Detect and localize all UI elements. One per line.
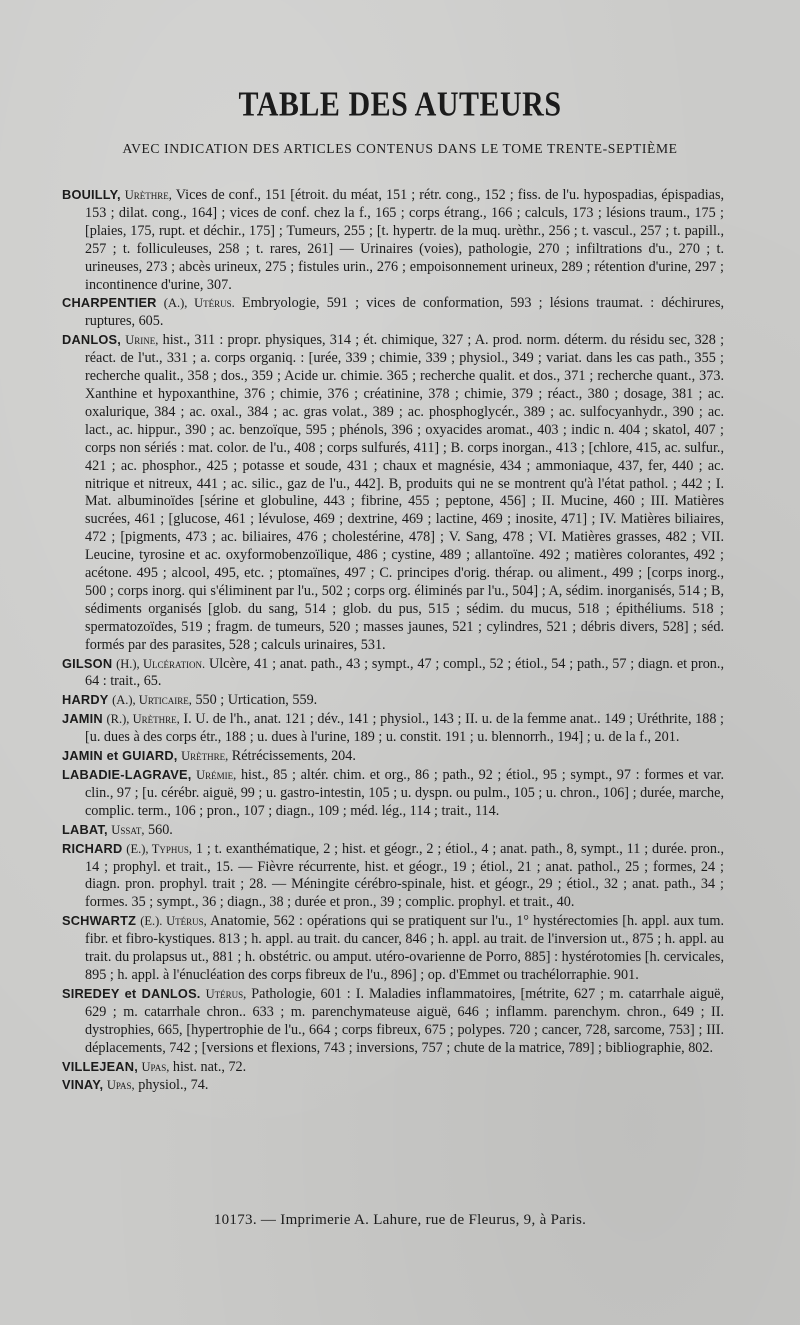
article-topic: (R.), Urèthre, [106, 712, 180, 727]
author-name: VILLEJEAN, [62, 1058, 138, 1074]
article-topic: Urèthre, [181, 749, 229, 764]
author-entry [62, 1058, 724, 1077]
article-topic: Urémie, [196, 768, 237, 782]
printer-footer: 10173. — Imprimerie A. Lahure, rue de Fleurus, 9, à Paris. [213, 1212, 587, 1228]
author-name: JAMIN [62, 711, 103, 727]
author-name: RICHARD [62, 840, 123, 856]
author-entry [62, 821, 724, 840]
author-entry [62, 766, 724, 821]
author-name: BOUILLY, [62, 187, 121, 202]
article-references: Rétrécissements, 204. [231, 748, 356, 765]
author-name: VINAY, [62, 1077, 104, 1093]
author-entry [62, 985, 724, 1058]
author-entry [62, 331, 724, 654]
article-references: physiol., 74. [138, 1077, 209, 1094]
article-references: Embryologie, 591 ; vices de conformation, 593 ; lésions traumat. : déchirures, ruptures, 605. [85, 295, 725, 330]
article-references: 1 ; t. exanthématique, 2 ; hist. et géogr., 2 ; étiol., 4 ; anat. path., 8, sympt., 11 ; durée. pron., 14 ; prophyl. et trait., 15. — Fièvre récurrente, hist. et géogr., 19 ; étiol., 21 ; anat. pathol., 25 ; formes, 24 ; diagn. pron. prophyl. trait ; 28. — Méningite cérébro-spinale, hist. et géogr., 29 ; étiol., 32 ; anat. path., 34 ; formes. 35 ; sympt., 36 ; diagn., 38 ; durée et pron., 39 ; complic. prophyl. et trait., 40. [85, 840, 725, 911]
author-name: CHARPENTIER [62, 295, 157, 311]
author-index [62, 186, 724, 1095]
author-name: LABADIE-LAGRAVE, [62, 767, 192, 782]
page-title: TABLE DES AUTEURS [238, 85, 562, 124]
article-topic: (E.), Typhus, [126, 841, 192, 856]
article-references: I. U. de l'h., anat. 121 ; dév., 141 ; physiol., 143 ; II. u. de la femme anat.. 149 ; Uréthrite, 188 ; [u. dues à des corps étr., 188 ; u. dues à l'urine, 189 ; u. constit. 191 ; u. blennorrh., 194] ; u. de la f., 201. [85, 711, 724, 746]
author-entry [62, 186, 724, 294]
article-topic: (A.), Utérus. [163, 296, 235, 311]
article-topic: Utérus, [205, 986, 247, 1001]
author-entry [62, 294, 724, 331]
author-entry [62, 710, 724, 747]
author-entry [62, 912, 724, 985]
article-topic: Urèthre, [124, 188, 172, 202]
article-topic: (E.). Utérus, [140, 914, 207, 929]
article-topic: Ussat, [111, 822, 145, 837]
author-entry [62, 691, 724, 710]
author-name: LABAT, [62, 821, 108, 837]
page-subtitle: AVEC INDICATION DES ARTICLES CONTENUS DANS LE TOME TRENTE-SEPTIÈME [122, 141, 678, 156]
article-topic: (A.), Urticaire, [112, 693, 192, 708]
author-name: DANLOS, [62, 332, 121, 348]
author-name: SCHWARTZ [62, 913, 137, 929]
article-topic: Upas, [106, 1078, 135, 1093]
article-references: Anatomie, 562 : opérations qui se pratiquent sur l'u., 1° hystérectomies [h. appl. aux tum. fibr. et fibro-kystiques. 813 ; h. appl. au trait. du cancer, 846 ; h. appl. au trait. de l'inversion ut., 875 ; h. appl. au trait. du prolapsus ut., 881 ; h. obstétric. ou amput. utéro-ovarienne de Porro, 885] : hystérotomies [h. cervicales, 895 ; h. appl. à l'énucléation des corps fibreux de l'u., 896] ; op. d'Emmet ou trachélorraphie. 901. [85, 913, 724, 983]
article-references: 550 ; Urtication, 559. [195, 692, 318, 709]
author-entry [62, 840, 724, 913]
article-references: Vices de conf., 151 [étroit. du méat, 151 ; rétr. cong., 152 ; fiss. de l'u. hypospadias, épispadias, 153 ; dilat. cong., 164] ; vices de conf. chez la f., 165 ; corps étrang., 166 ; calculs, 173 ; lésions traum., 175 ; [plaies, 175, rupt. et déchir., 175] ; Tumeurs, 255 ; [t. hypertr. de la muq. urèthr., 256 ; t. vascul., 257 ; t. papill., 257 ; t. folliculeuses, 258 ; t. rares, 261] — Urinaires (voies), pathologie, 270 ; infiltrations d'u., 270 ; t. urineuses, 273 ; abcès urineux, 275 ; fistules urin., 276 ; empoisonnement urineux, 289 ; rétention d'urine, 297 ; incontinence d'urine, 307. [85, 187, 725, 293]
article-references: Ulcère, 41 ; anat. path., 43 ; sympt., 47 ; compl., 52 ; étiol., 54 ; path., 57 ; diagn. et pron., 64 : trait., 65. [85, 655, 724, 690]
article-topic: (H.), Ulcération. [116, 656, 206, 671]
author-name: JAMIN et GUIARD, [62, 748, 178, 764]
article-references: hist., 85 ; altér. chim. et org., 86 ; path., 92 ; étiol., 95 ; sympt., 97 : formes et var. clin., 97 ; [u. cérébr. aiguë, 99 ; u. gastro-intestin, 105 ; u. dyspn. ou pulm., 105 ; u. chron., 106] ; durée, marche, complic. term., 106 ; pron., 107 ; diagn., 109 ; méd. lég., 114 ; trait., 114. [85, 767, 724, 819]
author-entry [62, 655, 724, 692]
article-topic: Urine, [125, 333, 159, 348]
author-entry [62, 1076, 724, 1095]
article-topic: Upas, [141, 1059, 170, 1074]
author-entry [62, 747, 724, 766]
article-references: Pathologie, 601 : I. Maladies inflammatoires, [métrite, 627 ; m. catarrhale aiguë, 629 ; m. catarrhale chron.. 633 ; m. parenchymateuse aiguë, 646 ; inflamm. parenchym. chron., 649 ; II. dystrophies, 665, [hypertrophie de l'u., 664 ; corps fibreux, 675 ; polypes. 720 ; cancer, 728, sarcome, 753] ; III. déplacements, 742 ; [versions et flexions, 743 ; inversions, 757 ; chute de la matrice, 789] ; bibliographie, 802. [85, 985, 725, 1056]
article-references: hist., 311 : propr. physiques, 314 ; ét. chimique, 327 ; A. prod. norm. déterm. du résidu sec, 328 ; réact. de l'ut., 331 ; a. corps organiq. : [urée, 339 ; chimie, 339 ; physiol., 349 ; variat. dans les cas path., 355 ; recherche qualit., 358 ; dos., 359 ; Acide ur. chimie. 365 ; recherche qualit. et dos., 371 ; recherche quant., 373. Xanthine et hypoxanthine, 376 ; chimie, 376 ; créatinine, 378 ; chimie, 379 ; réact., 380 ; dosage, 381 ; ac. oxalurique, 384 ; ac. oxal., 384 ; ac. gras volat., 389 ; ac. phosphoglycér., 389 ; ac. sulfocyanhydr., 390 ; ac. lact., ac. hippur., 390 ; ac. benzoïque, 595 ; phénols, 396 ; oxyacides aromat., 403 ; indic n. 404 ; skatol, 407 ; corps non sériés : mat. color. de l'u., 408 ; corps sulfurés, 411] ; B. corps inorgan., 413 ; [chlore, 415, ac. sulfur., 421 ; ac. phosphor., 425 ; potasse et soude, 431 ; chaux et magnésie, 434 ; ammoniaque, 437, fer, 440 ; ac. nitrique et nitreux, 441 ; ac. silic., gaz de l'u., 442]. B, produits qui ne se montrent qu'à l'état pathol. ; 442 ; I. Mat. albuminoïdes [sérine et globuline, 443 ; fibrine, 455 ; peptone, 456] ; II. Mucine, 460 ; III. Matières sucrées, 461 ; [glucose, 461 ; lévulose, 469 ; dextrine, 469 ; lactine, 469 ; inosite, 471] ; IV. Matières biliaires, 472 ; [pigments, 473 ; ac. biliaires, 476 ; cholestérine, 478] ; V. Sang, 478 ; VI. Matières grasses, 482 ; VII. Leucine, tyrosine et ac. oxyformobenzoïlique, 486 ; cystine, 489 ; allantoïne. 492 ; matières colorantes, 492 ; acétone. 495 ; alcool, 495, etc. ; ptomaïnes, 497 ; C. principes d'orig. thérap. ou aliment., 499 ; [corps inorg., 500 ; corps inorg. qui s'éliminent par l'u., 502 ; corps org. éliminés par l'u., 504] ; A, sédim. inorganisés, 514 ; B, sédiments organisés [glob. du sang, 514 ; glob. du pus, 515 ; sédim. du mucus, 518 ; épithéliums. 518 ; spermatozoïdes, 519 ; fragm. de tumeurs, 520 ; masses jaunes, 521 ; cylindres, 521 ; débris divers, 528] ; séd. formés par des parasites, 528 ; calculs urinaires, 531. [85, 332, 725, 653]
article-references: 560. [148, 821, 173, 838]
author-name: HARDY [62, 692, 109, 708]
author-name: SIREDEY et DANLOS. [62, 985, 201, 1001]
article-references: hist. nat., 72. [172, 1058, 247, 1075]
author-name: GILSON [62, 655, 113, 671]
